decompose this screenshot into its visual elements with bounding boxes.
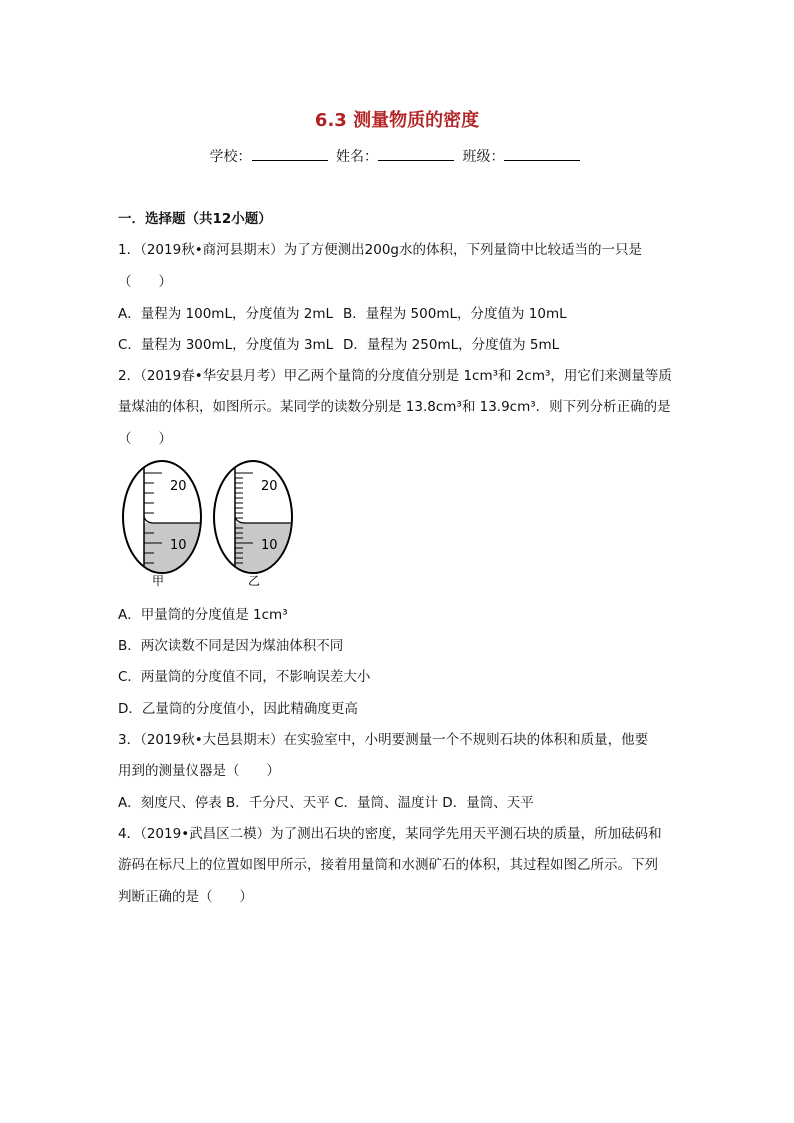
page-title: 6.3 测量物质的密度 bbox=[314, 110, 480, 131]
q2-option-d: D．乙量筒的分度值小，因此精确度更高 bbox=[118, 701, 358, 717]
q2-stem-line-3: （ ） bbox=[118, 431, 172, 447]
q2-option-a: A．甲量筒的分度值是 1cm³ bbox=[118, 607, 288, 623]
q4-stem-line-3: 判断正确的是（ ） bbox=[118, 889, 253, 905]
name-label: 姓名： bbox=[336, 149, 378, 165]
q2-option-b: B．两次读数不同是因为煤油体积不同 bbox=[118, 638, 344, 654]
yi-scale-20: 20 bbox=[261, 479, 278, 494]
q4-stem-line-2: 游码在标尺上的位置如图甲所示，接着用量筒和水测矿石的体积，其过程如图乙所示。下列 bbox=[118, 857, 658, 873]
yi-scale-10: 10 bbox=[261, 538, 278, 553]
q1-stem-line-2: （ ） bbox=[118, 274, 172, 290]
student-info-line bbox=[0, 146, 794, 166]
q4-stem-line-1: 4．（2019•武昌区二模）为了测出石块的密度，某同学先用天平测石块的质量，所加砝码和 bbox=[118, 826, 662, 842]
jia-scale-20: 20 bbox=[170, 479, 187, 494]
jia-scale-10: 10 bbox=[170, 538, 187, 553]
school-blank[interactable] bbox=[252, 148, 328, 161]
yi-label: 乙 bbox=[248, 574, 261, 587]
section-heading: 一．选择题（共12小题） bbox=[118, 211, 272, 227]
q1-stem-line-1: 1．（2019秋•商河县期末）为了方便测出200g水的体积，下列量筒中比较适当的一只是 bbox=[118, 242, 642, 258]
q1-option-c: C．量程为 300mL，分度值为 3mL bbox=[118, 337, 334, 353]
q2-option-c: C．两量筒的分度值不同，不影响误差大小 bbox=[118, 669, 371, 685]
cylinder-jia bbox=[123, 459, 214, 587]
q2-stem-line-1: 2．（2019春•华安县月考）甲乙两个量筒的分度值分别是 1cm³和 2cm³，用它们来测量等质 bbox=[118, 368, 672, 384]
q1-option-d: D．量程为 250mL，分度值为 5mL bbox=[343, 337, 560, 353]
graduated-cylinder-figure bbox=[118, 459, 308, 587]
q3-stem-line-1: 3．（2019秋•大邑县期末）在实验室中，小明要测量一个不规则石块的体积和质量，他要 bbox=[118, 732, 649, 748]
q1-option-a: A．量程为 100mL，分度值为 2mL bbox=[118, 306, 334, 322]
school-label: 学校： bbox=[209, 149, 252, 165]
cylinder-yi bbox=[214, 459, 305, 587]
q3-options: A．刻度尺、停表 B．千分尺、天平 C．量筒、温度计 D．量筒、天平 bbox=[118, 795, 534, 811]
name-blank[interactable] bbox=[378, 148, 454, 161]
jia-label: 甲 bbox=[152, 574, 165, 587]
class-label: 班级： bbox=[462, 149, 505, 165]
q2-stem-line-2: 量煤油的体积，如图所示。某同学的读数分别是 13.8cm³和 13.9cm³．则下列分析正确的是 bbox=[118, 399, 671, 415]
q3-stem-line-2: 用到的测量仪器是（ ） bbox=[118, 763, 280, 779]
q1-option-b: B．量程为 500mL，分度值为 10mL bbox=[343, 306, 567, 322]
class-blank[interactable] bbox=[504, 148, 580, 161]
